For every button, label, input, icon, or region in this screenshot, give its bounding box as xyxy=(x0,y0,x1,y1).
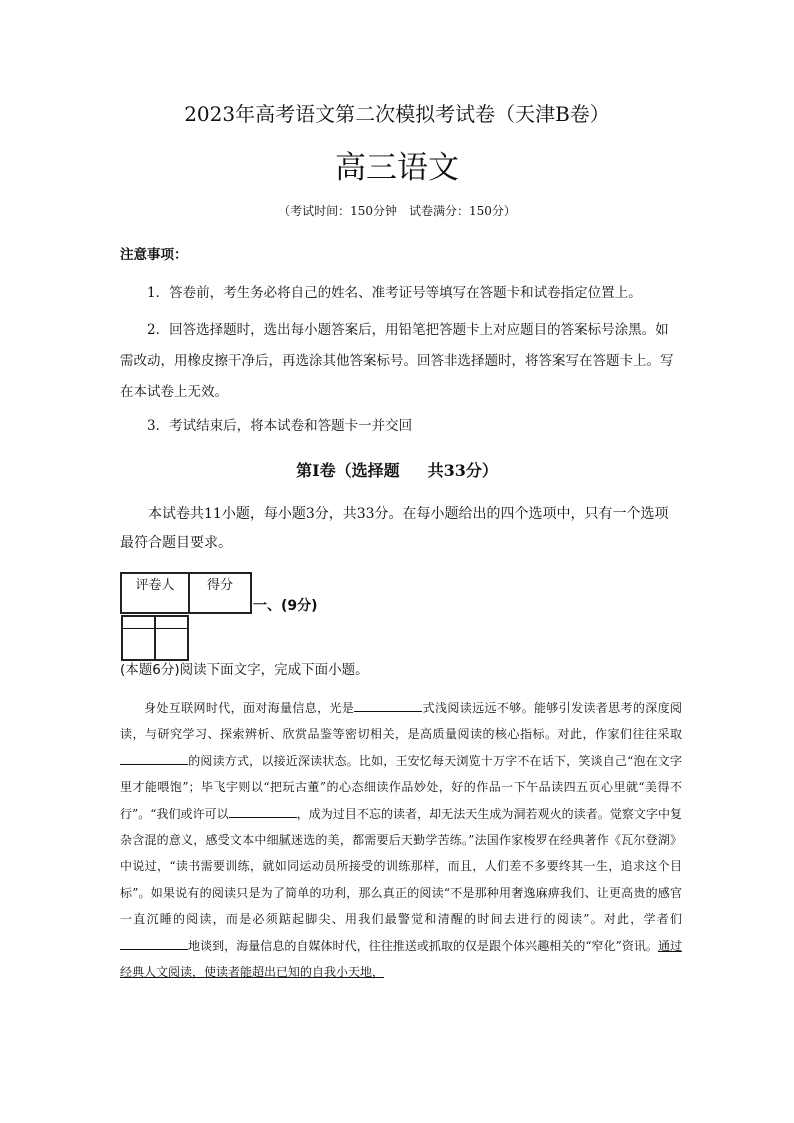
notice-item-3: 3．考试结束后，将本试卷和答题卡一并交回 xyxy=(147,418,413,434)
passage-seg-3: 的阅读方式，以接近深读状态。比如，王安忆每天浏览十万字不在话下，笑谈自己“泡在文字里才能喂饱”；毕飞宇则以“把玩古董”的心态细读作品妙处，好的作品一下午品读四五页心里就“美得不行”。“我们或许可以 xyxy=(120,753,682,821)
section-one-heading-main: 第Ⅰ卷（选择题 xyxy=(296,461,400,480)
passage-seg-1: 身处互联网时代，面对海量信息，光是 xyxy=(144,701,355,715)
passage-seg-5: 地谈到，海量信息的自媒体时代，往往推送或抓取的仅是跟个体兴趣相关的“窄化”资讯。 xyxy=(188,938,658,953)
score-table-score-header: 得分 xyxy=(189,573,251,613)
exam-time-info: （考试时间：150分钟 试卷满分：150分） xyxy=(278,204,516,218)
reading-passage xyxy=(120,695,682,985)
section-one-intro: 本试卷共11小题，每小题3分，共33分。在每小题给出的四个选项中，只有一个选项最符合题目要求。 xyxy=(120,506,669,551)
score-table xyxy=(120,572,252,633)
reading-instruction: (本题6分)阅读下面文字，完成下面小题。 xyxy=(120,662,369,678)
subject-title: 高三语文 xyxy=(335,150,459,186)
fill-blank-2 xyxy=(120,751,188,765)
passage-seg-4: ，成为过目不忘的读者，却无法天生成为洞若观火的读者。觉察文字中复杂含混的意义，感受文本中细腻迷选的美，都需要后天勤学苦练。”法国作家梭罗在经典著作《瓦尔登湖》中说过，“读书需要训练，就如同运动员所接受的训练那样，而且，人们差不多要终其一生，追求这个目标”。如果说有的阅读只是为了简单的功利，那么真正的阅读“不是那种用奢逸麻痹我们、让更高贵的感官一直沉睡的阅读，而是必须踮起脚尖、用我们最警觉和清醒的时间去进行的阅读”。对此，学者们 xyxy=(120,806,682,927)
section-one-heading-total: 共33分） xyxy=(427,461,498,480)
underlined-sentence: 通过经典人文阅读，使读者能超出已知的自我小天地， xyxy=(120,938,682,980)
section-one-heading xyxy=(0,458,794,481)
fill-blank-1 xyxy=(354,698,422,712)
passage-seg-2: 式浅阅读远远不够。能够引发读者思考的深度阅读，与研究学习、探索辨析、欣赏品鉴等密切相关，是高质量阅读的核心指标。对此，作家们往往采取 xyxy=(120,701,682,742)
notice-heading: 注意事项： xyxy=(120,247,188,263)
fill-blank-4 xyxy=(120,936,188,950)
notice-item-1: 1．答卷前，考生务必将自己的姓名、准考证号等填写在答题卡和试卷指定位置上。 xyxy=(147,285,642,301)
part-one-label: 一、(9分) xyxy=(253,598,318,614)
fill-blank-3 xyxy=(229,804,297,818)
notice-item-2: 2．回答选择题时，选出每小题答案后，用铅笔把答题卡上对应题目的答案标号涂黑。如需改动，用橡皮擦干净后，再选涂其他答案标号。回答非选择题时，将答案写在答题卡上。写在本试卷上无效。 xyxy=(120,322,674,400)
score-table-grader-cell xyxy=(122,616,155,660)
score-table-grader-header: 评卷人 xyxy=(121,573,189,613)
exam-title: 2023年高考语文第二次模拟考试卷（天津B卷） xyxy=(184,102,610,126)
score-table-score-cell xyxy=(155,616,188,660)
